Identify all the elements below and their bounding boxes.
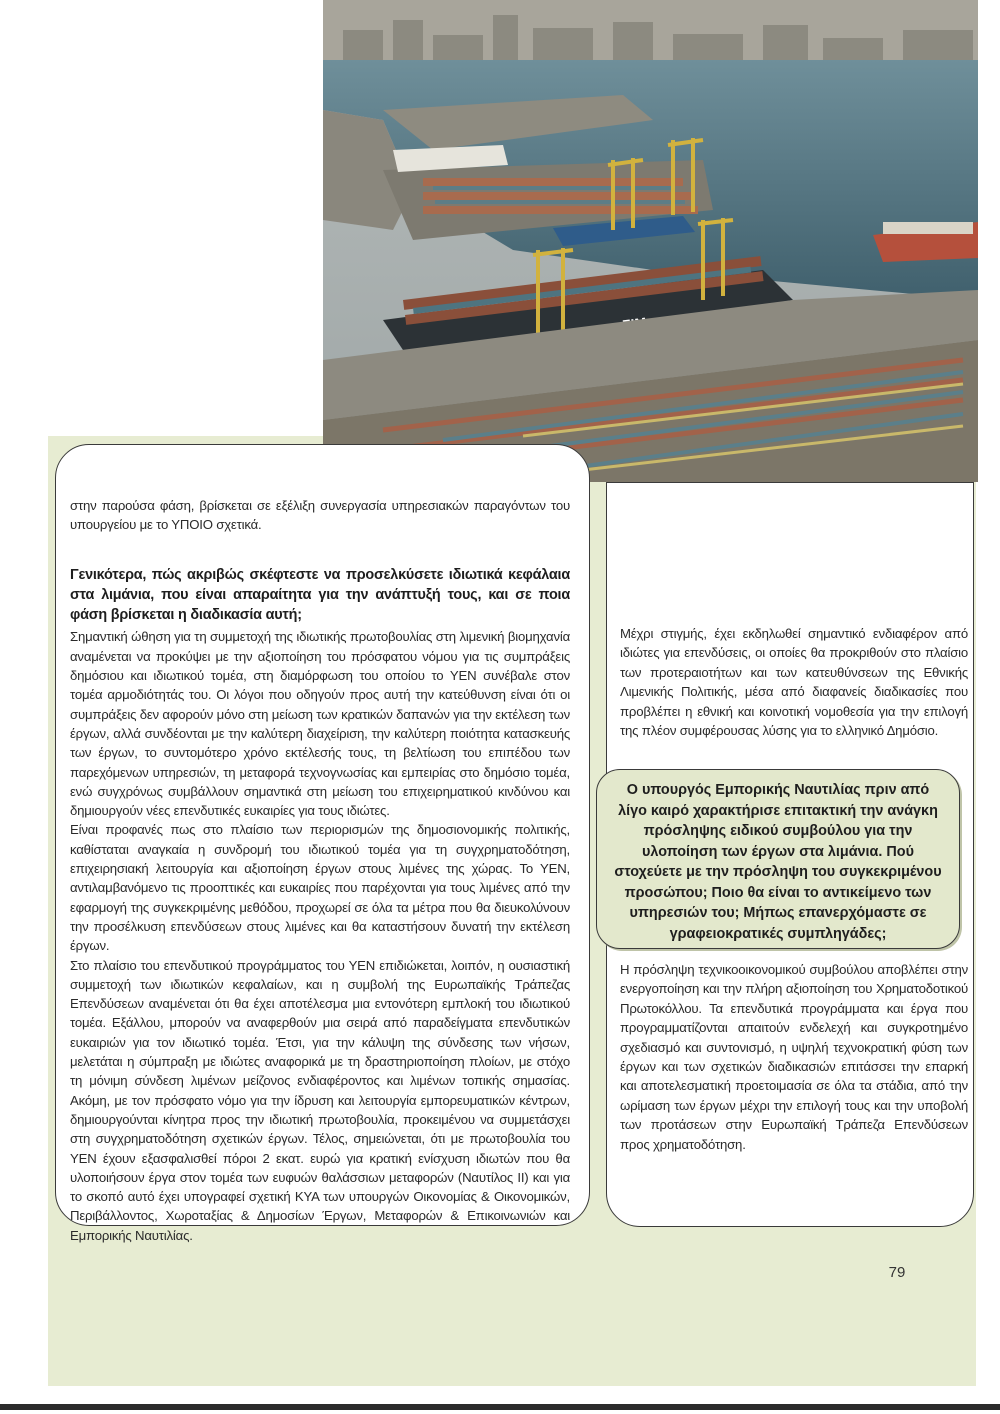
port-aerial-photo: [323, 0, 978, 482]
intro-paragraph: στην παρούσα φάση, βρίσκεται σε εξέλιξη συνεργασία υπηρεσιακών παραγόντων του υπουργείου με το ΥΠΟΙΟ σχετικά.: [70, 498, 570, 533]
bottom-scan-line: [0, 1404, 1000, 1410]
answer-paragraph: Σημαντική ώθηση για τη συμμετοχή της ιδιωτικής πρωτοβουλίας στη λιμενική βιομηχανία αναμένεται να προκύψει με την αξιοποίηση του πρόσφατου νόμου για τις συμπράξεις δημόσιου και ιδιωτικού τομέα, στη διαμόρφωση του οποίου το ΥΕΝ συνέβαλε στον τομέα αρμοδιότητάς του. Οι λόγοι που οδηγούν προς αυτή την κατεύθυνση είναι ότι οι συμπράξεις δεν αφορούν μόνο στη μείωση των κρατικών δαπανών για την εκτέλεση των έργων, αλλά συνδέονται με την καλύτερη διαχείριση, την καλύτερη ποιότητα κατασκευής των έργων, το συντομότερο χρόνο εκτέλεσής τους, τη βελτίωση του επιπέδου των παρεχόμενων υπηρεσιών, τη μεταφορά τεχνογνωσίας και εμπειρίας στο δημόσιο τομέα, ενώ συγχρόνως συμβάλλουν σημαντικά στη μείωση του επιχειρηματικού κινδύνου και δημιουργούν νέες επενδυτικές ευκαιρίες για τους ιδιώτες.: [70, 629, 570, 819]
answer-paragraph: Στο πλαίσιο του επενδυτικού προγράμματος του ΥΕΝ επιδιώκεται, λοιπόν, η ουσιαστική συμμετοχή των ιδιωτικών κεφαλαίων, και η συμβολή της Ευρωπαϊκής Τράπεζας Επενδύσεων αναμένεται ότι θα έχει αποτέλεσμα μια εντονότερη εμπλοκή του ιδιωτικού τομέα. Εξάλλου, μπορούν να αναφερθούν μια σειρά από παραδείγματα επενδυτικών ευκαιριών για τον ιδιωτικό τομέα. Έτσι, για την κάλυψη της σύνδεσης των νήσων, μελετάται η σύμπραξη με ιδιώτες αναφορικά με τη δραστηριοποίηση πλοίων, με στόχο τη μόνιμη σύνδεση λιμένων μείζονος ενδιαφέροντος και λιμένων τοπικής σημασίας. Ακόμη, με τον πρόσφατο νόμο για την ίδρυση και λειτουργία εμπορευματικών κέντρων, δημιουργούνται κίνητρα προς την ιδιωτική πρωτοβουλία, προκειμένου να συμμετάσχει στη συγχρηματοδότηση σχετικών έργων. Τέλος, σημειώνεται, ότι με πρωτοβουλία του ΥΕΝ έχουν εξασφαλισθεί πόροι 2 εκατ. ευρώ για κρατική ενίσχυση ιδιωτών που θα υλοποιήσουν έργα στον τομέα των ευφυών θαλάσσιων μεταφορών (Ναυτίλος ΙΙ) και για το σκοπό αυτό έχει υπογραφεί σχετική ΚΥΑ των υπουργών Οικονομίας & Οικονομικών, Περιβάλλοντος, Χωροταξίας & Δημοσίων Έργων, Μεταφορών & Επικοινωνιών και Εμπορικής Ναυτιλίας.: [70, 957, 570, 1243]
side-top-paragraph: Μέχρι στιγμής, έχει εκδηλωθεί σημαντικό ενδιαφέρον από ιδιώτες για επενδύσεις, οι οποίες θα προκριθούν στο πλαίσιο των προτεραιοτήτων και των κατευθύνσεων της Εθνικής Λιμενικής Πολιτικής, μέσα από διαφανείς διαδικασίες που προβλέπει η εθνική και κοινοτική νομοθεσία για την επιλογή της πλέον συμφέρουσας λύσης για το ελληνικό Δημόσιο.: [620, 626, 968, 739]
side-bottom-text: [620, 960, 968, 1154]
page-number: 79: [868, 1250, 926, 1296]
callout-question-box: [596, 769, 960, 949]
side-bottom-paragraph: Η πρόσληψη τεχνικοοικονομικού συμβούλου αποβλέπει στην ενεργοποίηση και την πλήρη αξιοποίηση του Χρηματοδοτικού Πρωτοκόλλου. Τα επενδυτικά προγράμματα και έργα που προγραμματίζονται απαιτούν ενδελεχή και συγκροτημένο σχεδιασμό και συντονισμό, η υψηλή τεχνοκρατική φύση των έργων και των σχετικών διαδικασιών επιτάσσει την επαρκή και αποτελεσματική προετοιμασία σε όλα τα στάδια, από την ωρίμαση των έργων μέχρι την επιλογή τους και την υποβολή των προτάσεων στην Ευρωπαϊκή Τράπεζα Επενδύσεων προς χρηματοδότηση.: [620, 962, 968, 1152]
main-article-text: [70, 496, 570, 1245]
answer-paragraph: Είναι προφανές πως στο πλαίσιο των περιορισμών της δημοσιονομικής πολιτικής, καθίσταται αναγκαία η συνδρομή του ιδιωτικού τομέα για τη συγχρηματοδότηση, επιχειρησιακή λειτουργία και αξιοποίηση έργων στους λιμένες της χώρας. Το ΥΕΝ, αντιλαμβανόμενο τις προοπτικές και ευκαιρίες που παρέχονται για τους λιμένες από την εφαρμογή της συγκεκριμένης μεθόδου, προχωρεί σε όλα τα μέτρα που θα διευκολύνουν την προσέλκυση επενδύσεων στους λιμένες και θα καταστήσουν δυνατή την εκτέλεση έργων.: [70, 822, 570, 954]
side-top-text: [620, 624, 968, 740]
interview-question: Γενικότερα, πώς ακριβώς σκέφτεστε να προσελκύσετε ιδιωτικά κεφάλαια στα λιμάνια, που είναι απαραίτητα για την ανάπτυξή τους, και σε ποια φάση βρίσκεται η διαδικασία αυτή;: [70, 566, 570, 624]
callout-question-text: Ο υπουργός Εμπορικής Ναυτιλίας πριν από λίγο καιρό χαρακτήρισε επιτακτική την ανάγκη πρόσληψης ειδικού συμβούλου για την υλοποίηση των έργων στα λιμάνια. Πού στοχεύετε με την πρόσληψη του συγκεκριμένου προσώπου; Ποιο θα είναι το αντικείμενο των υπηρεσιών του; Μήπως επανερχόμαστε σε γραφειοκρατικές συμπληγάδες;: [614, 782, 942, 942]
port-photo-illustration: [323, 0, 978, 482]
